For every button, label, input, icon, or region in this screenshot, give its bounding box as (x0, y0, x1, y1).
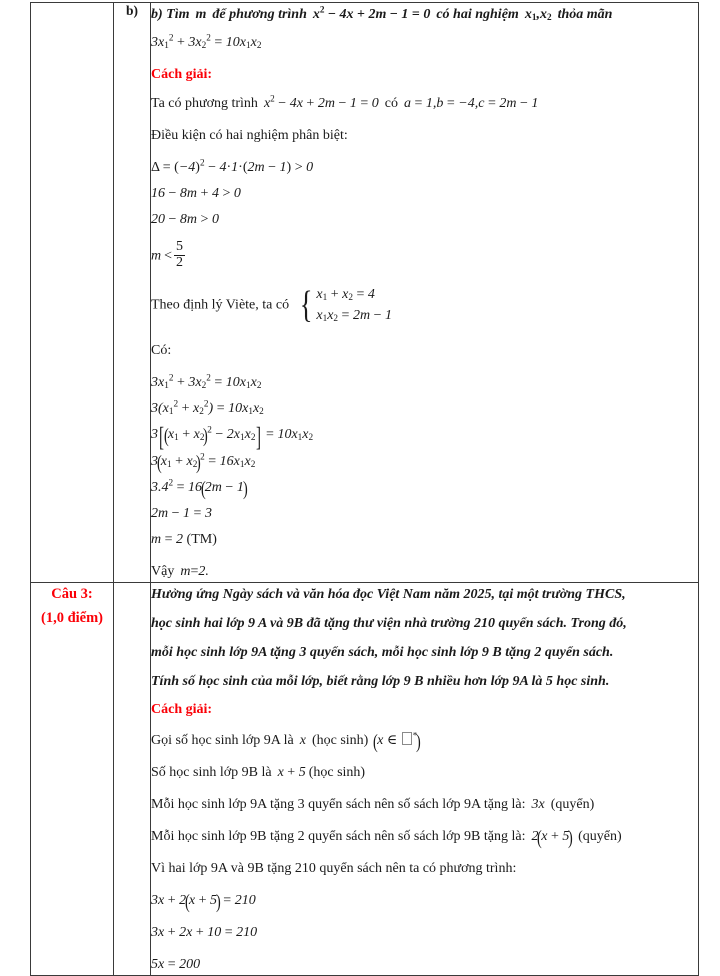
equation-line-1: 3x + 2(x + 5) = 210 (151, 891, 256, 914)
question-end: thỏa mãn (557, 7, 613, 22)
condition-equation: $3x_1^2 + 3x_2^2 = 10x_1x_2$ (151, 32, 262, 51)
step-have-equation (151, 93, 698, 114)
problem-line-1: Hưởng ứng Ngày sách và văn hóa đọc Việt Nam năm 2025, tại một trường THCS, (151, 587, 626, 603)
question-statement-b (151, 3, 698, 27)
discriminant-line-2: 16 − 8m + 4 > 0 (151, 186, 241, 202)
step-call-x (151, 730, 698, 754)
answer-body-part-b (151, 3, 699, 583)
fraction-relation: < (164, 248, 173, 264)
discriminant-condition-label: Điều kiện có hai nghiệm phân biệt: (151, 128, 348, 144)
viete-system (297, 285, 392, 326)
step-have-equation-middle: có (384, 96, 398, 112)
fraction-denominator: 2 (176, 254, 184, 270)
step-call-x-var: x (299, 733, 306, 749)
step-class-b-expr: x + 5 (277, 765, 306, 781)
step-call-x-text: Gọi số học sinh lớp 9A là (151, 733, 294, 749)
step-have-equation-eq: $x^2 - 4x + 2m - 1 = 0$ (263, 93, 379, 112)
sub-label-b: b) (125, 3, 138, 18)
derivation-line-4: $3(x_1 + x_2)^2 = 16x_1x_2$ (151, 451, 256, 474)
viete-eq-1: $x_1 + x_2 = 4$ (316, 287, 375, 303)
question-lead: b) Tìm (151, 7, 190, 22)
derivation-line-1: $3x_1^2 + 3x_2^2 = 10x_1x_2$ (151, 372, 262, 391)
fraction-five-halves (174, 240, 185, 270)
problem-line-2: học sinh hai lớp 9 A và 9B đã tặng thư viện nhà trường 210 quyển sách. Trong đó, (151, 616, 627, 632)
fraction-numerator: 5 (176, 239, 184, 255)
problem-line-4: Tính số học sinh của mỗi lớp, biết rằng lớp 9 B nhiều hơn lớp 9A là 5 học sinh. (151, 674, 610, 690)
answer-body-question-3 (151, 583, 699, 976)
fraction-result (151, 241, 698, 271)
question-points-3: (1,0 điểm) (40, 610, 103, 627)
viete-lead: Theo định lý Viète, ta có (151, 297, 290, 313)
step-call-x-unit: (học sinh) (311, 733, 369, 749)
step-books-b-expr: 2(x + 5) (531, 827, 574, 850)
system-brace: { (299, 284, 313, 327)
table-row-question-3 (31, 583, 699, 976)
solution-heading-b: Cách giải: (151, 67, 213, 83)
step-books-a (151, 794, 698, 815)
question-tail: có hai nghiệm (436, 7, 519, 22)
discriminant-line-1: $\Delta = (-4)^2 - 4\cdot 1\cdot(2m - 1) > 0$ (151, 157, 314, 176)
co-label: Có: (151, 343, 172, 359)
step-class-b-unit: (học sinh) (308, 765, 366, 781)
domain-notation: (x ∈ *) (373, 731, 422, 754)
step-have-equation-prefix: Ta có phương trình (151, 96, 258, 112)
step-books-a-expr: 3x (531, 797, 545, 813)
question-label-cell-3 (31, 583, 114, 976)
missing-glyph-box (402, 732, 412, 745)
question-var-m: m (195, 7, 207, 22)
table-row-part-b (31, 3, 699, 583)
derivation-line-2: $3(x_1^2 + x_2^2) = 10x_1x_2$ (151, 398, 264, 417)
step-class-b (151, 762, 698, 783)
question-equation: $x^2 - 4x + 2m - 1 = 0$ (312, 4, 431, 22)
answer-key-table (30, 2, 699, 976)
question-number-3: Câu 3: (51, 586, 93, 603)
question-roots: $x_1,x_2$ (524, 7, 552, 23)
fraction-lhs: m (151, 248, 162, 264)
sub-label-cell-b (114, 3, 151, 583)
derivation-line-5: $3.4^2 = 16(2m - 1)$ (151, 477, 248, 500)
conclusion-b: Vậy m=2. (151, 564, 209, 580)
step-books-a-unit: (quyển) (550, 797, 595, 813)
question-label-cell-empty (31, 3, 114, 583)
step-books-b-unit: (quyển) (578, 829, 622, 845)
derivation-line-3: $3[(x_1 + x_2)^2 - 2x_1x_2] = 10x_1x_2$ (151, 422, 314, 453)
derivation-line-7: m = 2 (TM) (151, 532, 217, 548)
sub-label-cell-3 (114, 583, 151, 976)
derivation-line-6: 2m − 1 = 3 (151, 506, 212, 522)
step-books-b (151, 826, 698, 850)
equation-line-3: 5x = 200 (151, 957, 201, 973)
solution-heading-3: Cách giải: (151, 702, 213, 718)
problem-line-3: mỗi học sinh lớp 9A tặng 3 quyển sách, mỗi học sinh lớp 9 B tặng 2 quyển sách. (151, 645, 614, 661)
step-books-b-text: Mỗi học sinh lớp 9B tặng 2 quyển sách nên số sách lớp 9B tặng là: (151, 829, 526, 845)
viete-eq-2: $x_1x_2 = 2m - 1$ (316, 307, 392, 323)
question-mid: để phương trình (212, 7, 307, 22)
viete-theorem-line (151, 285, 698, 326)
step-books-a-text: Mỗi học sinh lớp 9A tặng 3 quyển sách nên số sách lớp 9A tặng là: (151, 797, 526, 813)
step-coefficients: a = 1,b = −4,c = 2m − 1 (403, 96, 539, 112)
equation-line-2: 3x + 2x + 10 = 210 (151, 925, 258, 941)
step-class-b-text: Số học sinh lớp 9B là (151, 765, 272, 781)
discriminant-line-3: 20 − 8m > 0 (151, 212, 219, 228)
step-total-label: Vì hai lớp 9A và 9B tặng 210 quyển sách nên ta có phương trình: (151, 861, 517, 877)
